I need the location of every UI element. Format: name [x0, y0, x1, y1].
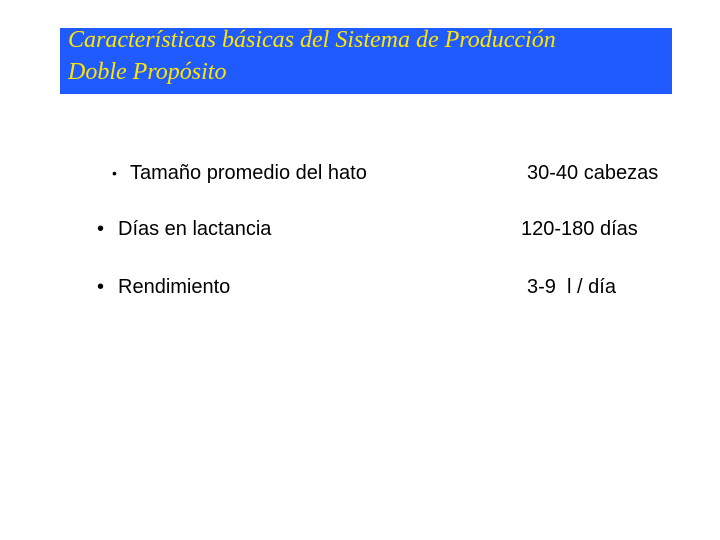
item-label: Rendimiento: [118, 276, 231, 298]
slide-title: [60, 28, 672, 94]
bullet-icon: •: [97, 276, 105, 298]
list-item: [0, 158, 720, 188]
item-value: 30-40 cabezas: [527, 162, 659, 184]
list-item: [0, 214, 720, 244]
bullet-icon: •: [112, 165, 117, 181]
item-value: 120-180 días: [521, 218, 638, 240]
bullet-icon: •: [97, 218, 105, 240]
list-item: [0, 272, 720, 302]
item-label: Días en lactancia: [118, 218, 272, 240]
item-label: Tamaño promedio del hato: [130, 162, 367, 184]
title-line-2: Doble Propósito: [68, 59, 227, 85]
title-line-1: Características básicas del Sistema de Producción: [68, 28, 556, 53]
item-value: 3-9 l / día: [527, 276, 616, 298]
